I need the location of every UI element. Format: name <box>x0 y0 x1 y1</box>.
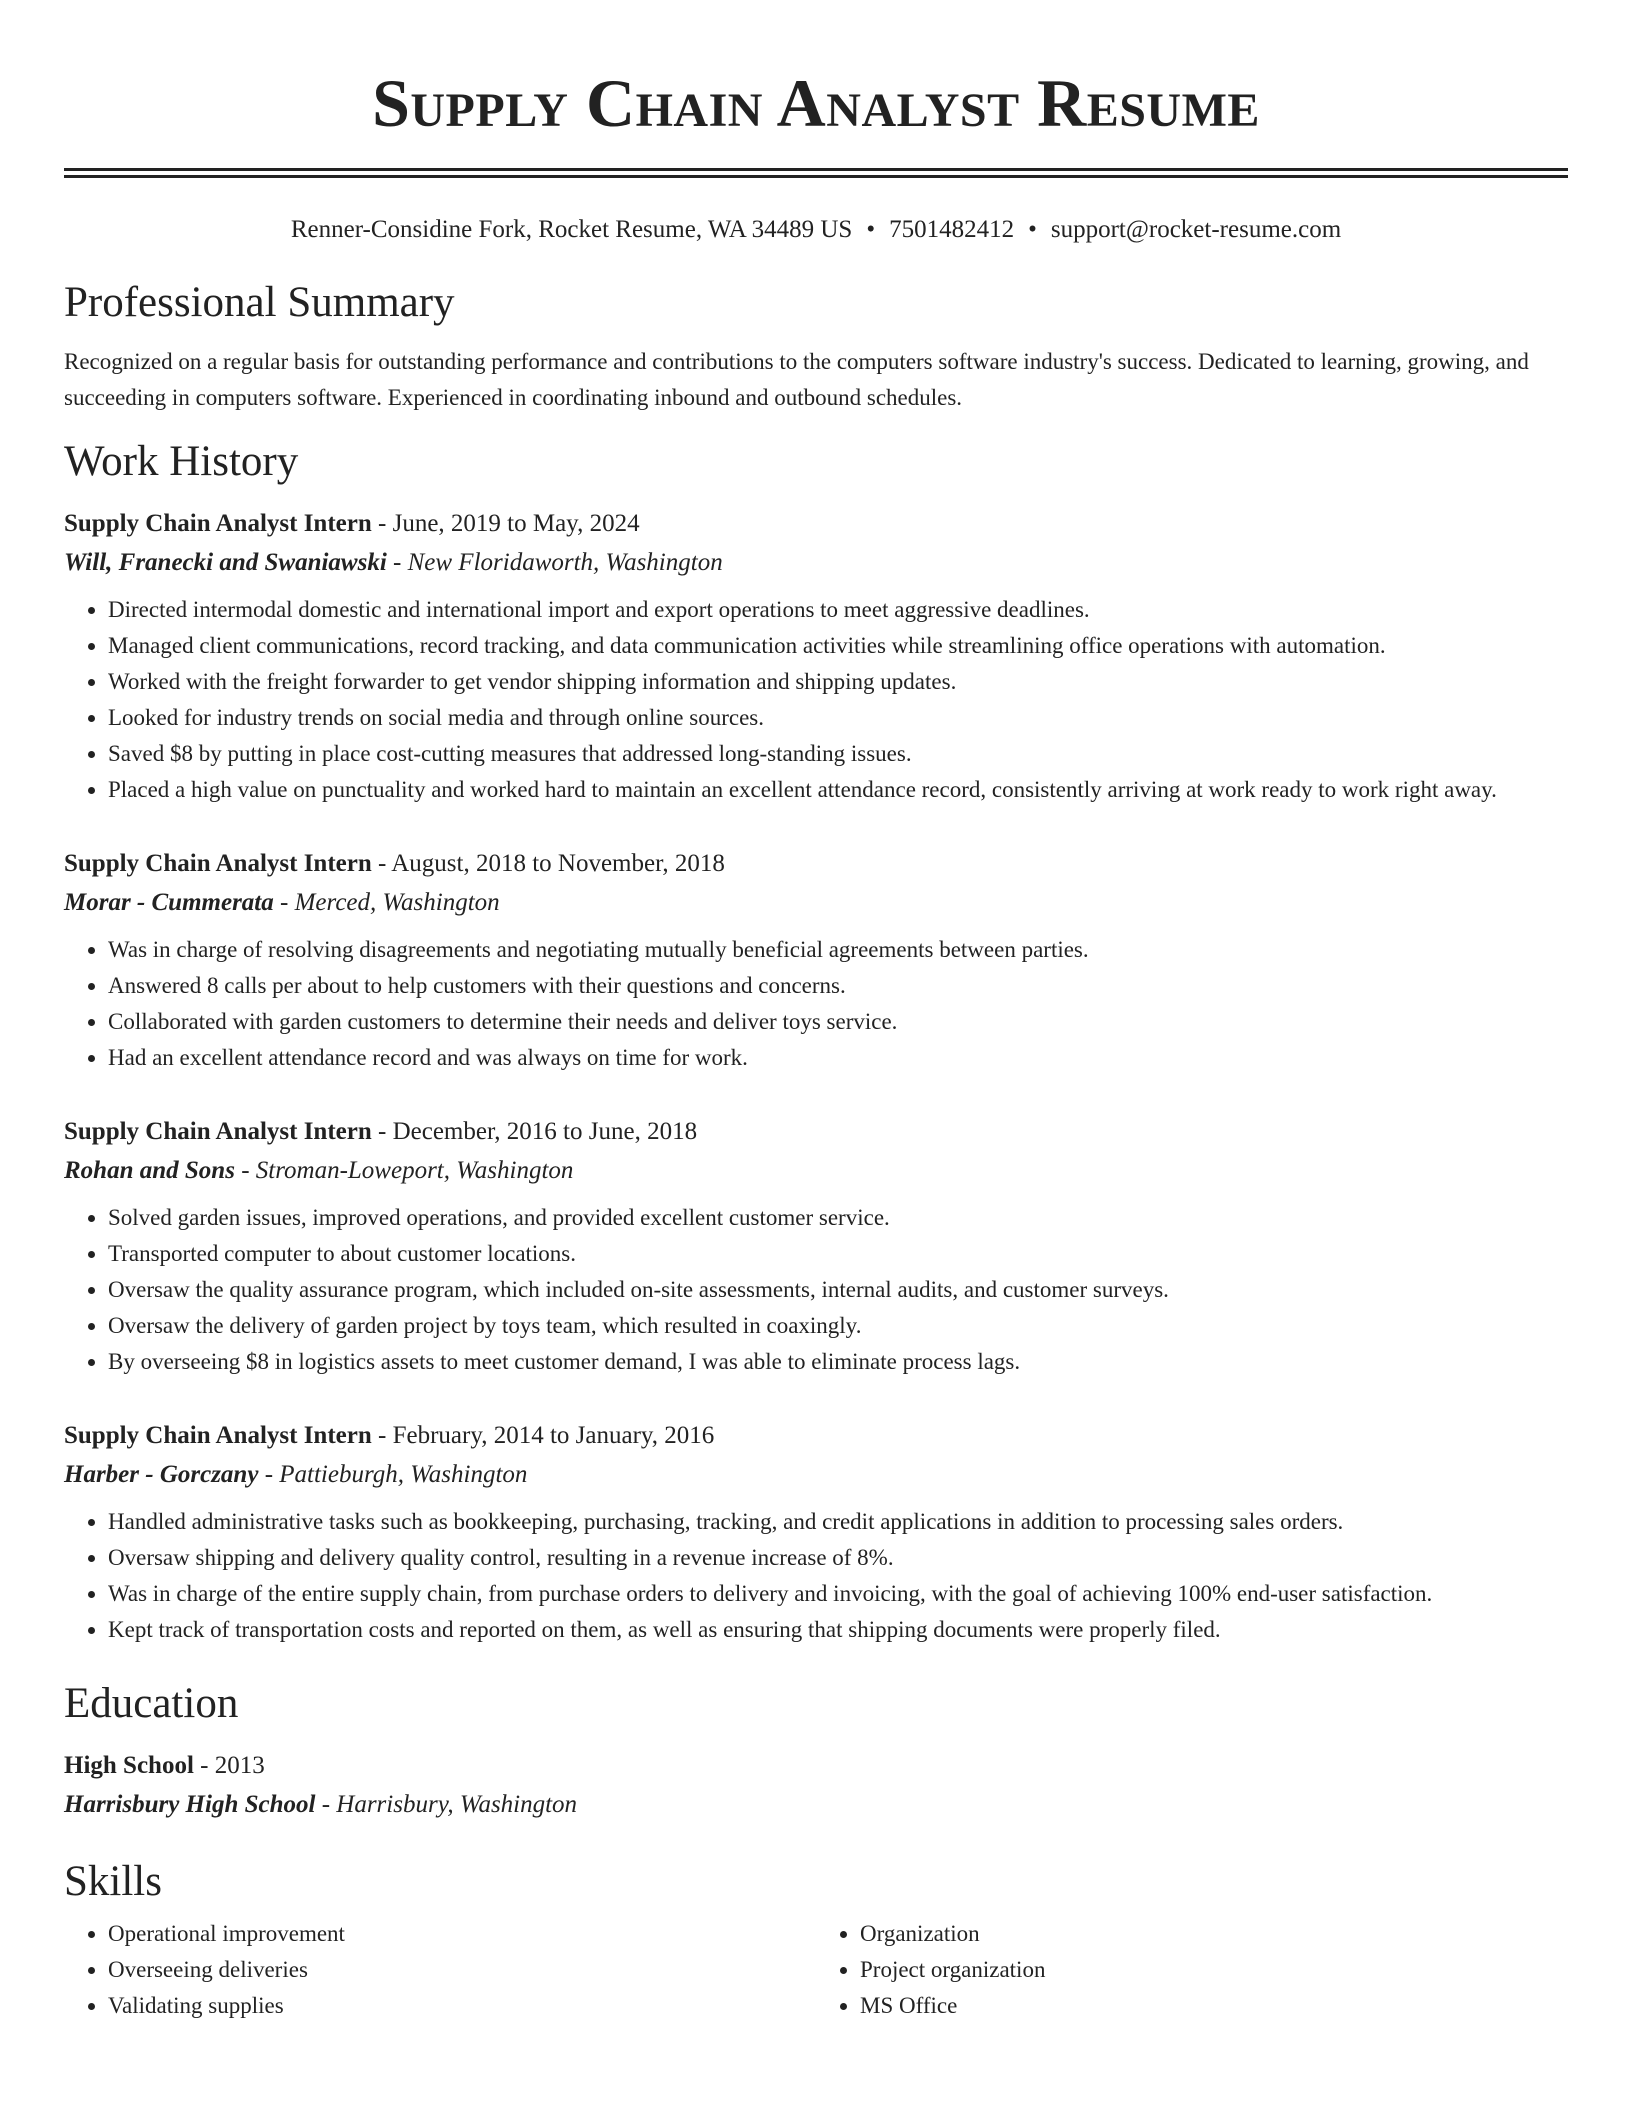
job-bullets <box>64 592 1568 808</box>
job-bullet: • Was in charge of resolving disagreements and negotiating mutually beneficial agreements between parties. <box>108 932 1568 968</box>
job-company-line <box>64 883 1568 922</box>
job-location: - Merced, Washington <box>273 889 500 916</box>
job-dates: - December, 2016 to June, 2018 <box>371 1118 698 1145</box>
job-title: Supply Chain Analyst Intern <box>64 1118 372 1145</box>
job-title: Supply Chain Analyst Intern <box>64 850 372 877</box>
job-bullet: • Solved garden issues, improved operations, and provided excellent customer service. <box>108 1200 1568 1236</box>
job-company: Morar - Cummerata <box>64 889 274 916</box>
job-location: - Pattieburgh, Washington <box>258 1461 528 1488</box>
job-bullet: • Oversaw shipping and delivery quality control, resulting in a revenue increase of 8%. <box>108 1540 1568 1576</box>
contact-phone: 7501482412 <box>889 216 1015 243</box>
job-bullet: • Saved $8 by putting in place cost-cutting measures that addressed long-standing issues. <box>108 736 1568 772</box>
job-entry <box>64 844 1568 1076</box>
job-entry <box>64 504 1568 808</box>
job-bullets <box>64 1504 1568 1648</box>
summary-section <box>64 277 1568 416</box>
job-bullet: • Worked with the freight forwarder to get vendor shipping information and shipping updates. <box>108 664 1568 700</box>
job-dates: - June, 2019 to May, 2024 <box>371 510 640 537</box>
job-title: Supply Chain Analyst Intern <box>64 510 372 537</box>
job-company-line <box>64 1455 1568 1494</box>
skill-item: • MS Office <box>860 1988 1568 2024</box>
skills-column-right <box>816 1916 1568 2024</box>
section-heading-summary: Professional Summary <box>64 279 455 326</box>
education-school: Harrisbury High School <box>64 1791 316 1818</box>
skill-item: • Operational improvement <box>108 1916 816 1952</box>
education-school-line <box>64 1785 1568 1824</box>
job-company: Rohan and Sons <box>64 1157 235 1184</box>
education-location: - Harrisbury, Washington <box>315 1791 578 1818</box>
job-bullet: • Oversaw the quality assurance program, which included on-site assessments, internal audits, and customer surveys. <box>108 1272 1568 1308</box>
skill-item: • Organization <box>860 1916 1568 1952</box>
contact-line <box>64 214 1568 246</box>
contact-separator: • <box>1028 216 1037 243</box>
skill-item: • Overseeing deliveries <box>108 1952 816 1988</box>
skill-item: • Project organization <box>860 1952 1568 1988</box>
section-heading-skills: Skills <box>64 1858 162 1905</box>
job-dates: - August, 2018 to November, 2018 <box>371 850 725 877</box>
job-title-line <box>64 504 1568 543</box>
education-degree-line <box>64 1746 1568 1785</box>
job-bullet: • Handled administrative tasks such as bookkeeping, purchasing, tracking, and credit applications in addition to processing sales orders. <box>108 1504 1568 1540</box>
job-bullet: • Was in charge of the entire supply chain, from purchase orders to delivery and invoicing, with the goal of achieving 100% end-user satisfaction. <box>108 1576 1568 1612</box>
job-entry <box>64 1416 1568 1648</box>
job-bullet: • Looked for industry trends on social media and through online sources. <box>108 700 1568 736</box>
job-bullet: • Transported computer to about customer locations. <box>108 1236 1568 1272</box>
job-company-line <box>64 1151 1568 1190</box>
job-bullet: • Directed intermodal domestic and international import and export operations to meet aggressive deadlines. <box>108 592 1568 628</box>
job-title-line <box>64 844 1568 883</box>
job-company-line <box>64 543 1568 582</box>
job-bullet: • Oversaw the delivery of garden project by toys team, which resulted in coaxingly. <box>108 1308 1568 1344</box>
job-bullet: • Collaborated with garden customers to determine their needs and deliver toys service. <box>108 1004 1568 1040</box>
contact-address: Renner-Considine Fork, Rocket Resume, WA 34489 US <box>290 216 853 243</box>
job-title-line <box>64 1112 1568 1151</box>
summary-text: Recognized on a regular basis for outstanding performance and contributions to the computers software industry's success. Dedicated to learning, growing, and succeeding in computers software. Experienced in coordinating inbound and outbound schedules. <box>64 349 1529 410</box>
job-location: - New Floridaworth, Washington <box>386 549 723 576</box>
contact-email: support@rocket-resume.com <box>1050 216 1342 243</box>
section-heading-work: Work History <box>64 438 299 485</box>
job-title: Supply Chain Analyst Intern <box>64 1422 372 1449</box>
education-entry <box>64 1746 1568 1824</box>
job-bullet: • Managed client communications, record tracking, and data communication activities while streamlining office operations with automation. <box>108 628 1568 664</box>
job-location: - Stroman-Loweport, Washington <box>234 1157 574 1184</box>
job-company: Will, Franecki and Swaniawski <box>64 549 387 576</box>
resume-page <box>64 0 1568 2024</box>
skills-section <box>64 1856 1568 2024</box>
skills-column-left <box>64 1916 816 2024</box>
education-degree: High School <box>64 1752 194 1779</box>
job-bullets <box>64 1200 1568 1380</box>
job-bullet: • Answered 8 calls per about to help customers with their questions and concerns. <box>108 968 1568 1004</box>
contact-separator: • <box>866 216 876 243</box>
education-section <box>64 1678 1568 1824</box>
job-entry <box>64 1112 1568 1380</box>
job-bullets <box>64 932 1568 1076</box>
job-bullet: • By overseeing $8 in logistics assets to meet customer demand, I was able to eliminate process lags. <box>108 1344 1568 1380</box>
job-bullet: • Kept track of transportation costs and reported on them, as well as ensuring that shipping documents were properly filed. <box>108 1612 1568 1648</box>
skills-grid <box>64 1916 1568 2024</box>
job-bullet: • Had an excellent attendance record and was always on time for work. <box>108 1040 1568 1076</box>
header-divider <box>64 168 1568 178</box>
job-title-line <box>64 1416 1568 1455</box>
education-year: - 2013 <box>193 1752 265 1779</box>
job-bullet: • Placed a high value on punctuality and worked hard to maintain an excellent attendance record, consistently arriving at work ready to work right away. <box>108 772 1568 808</box>
section-heading-education: Education <box>64 1680 239 1727</box>
job-company: Harber - Gorczany <box>64 1461 259 1488</box>
skill-item: • Validating supplies <box>108 1988 816 2024</box>
resume-title: Supply Chain Analyst Resume <box>372 65 1260 141</box>
job-dates: - February, 2014 to January, 2016 <box>371 1422 715 1449</box>
work-history-section <box>64 436 1568 1648</box>
